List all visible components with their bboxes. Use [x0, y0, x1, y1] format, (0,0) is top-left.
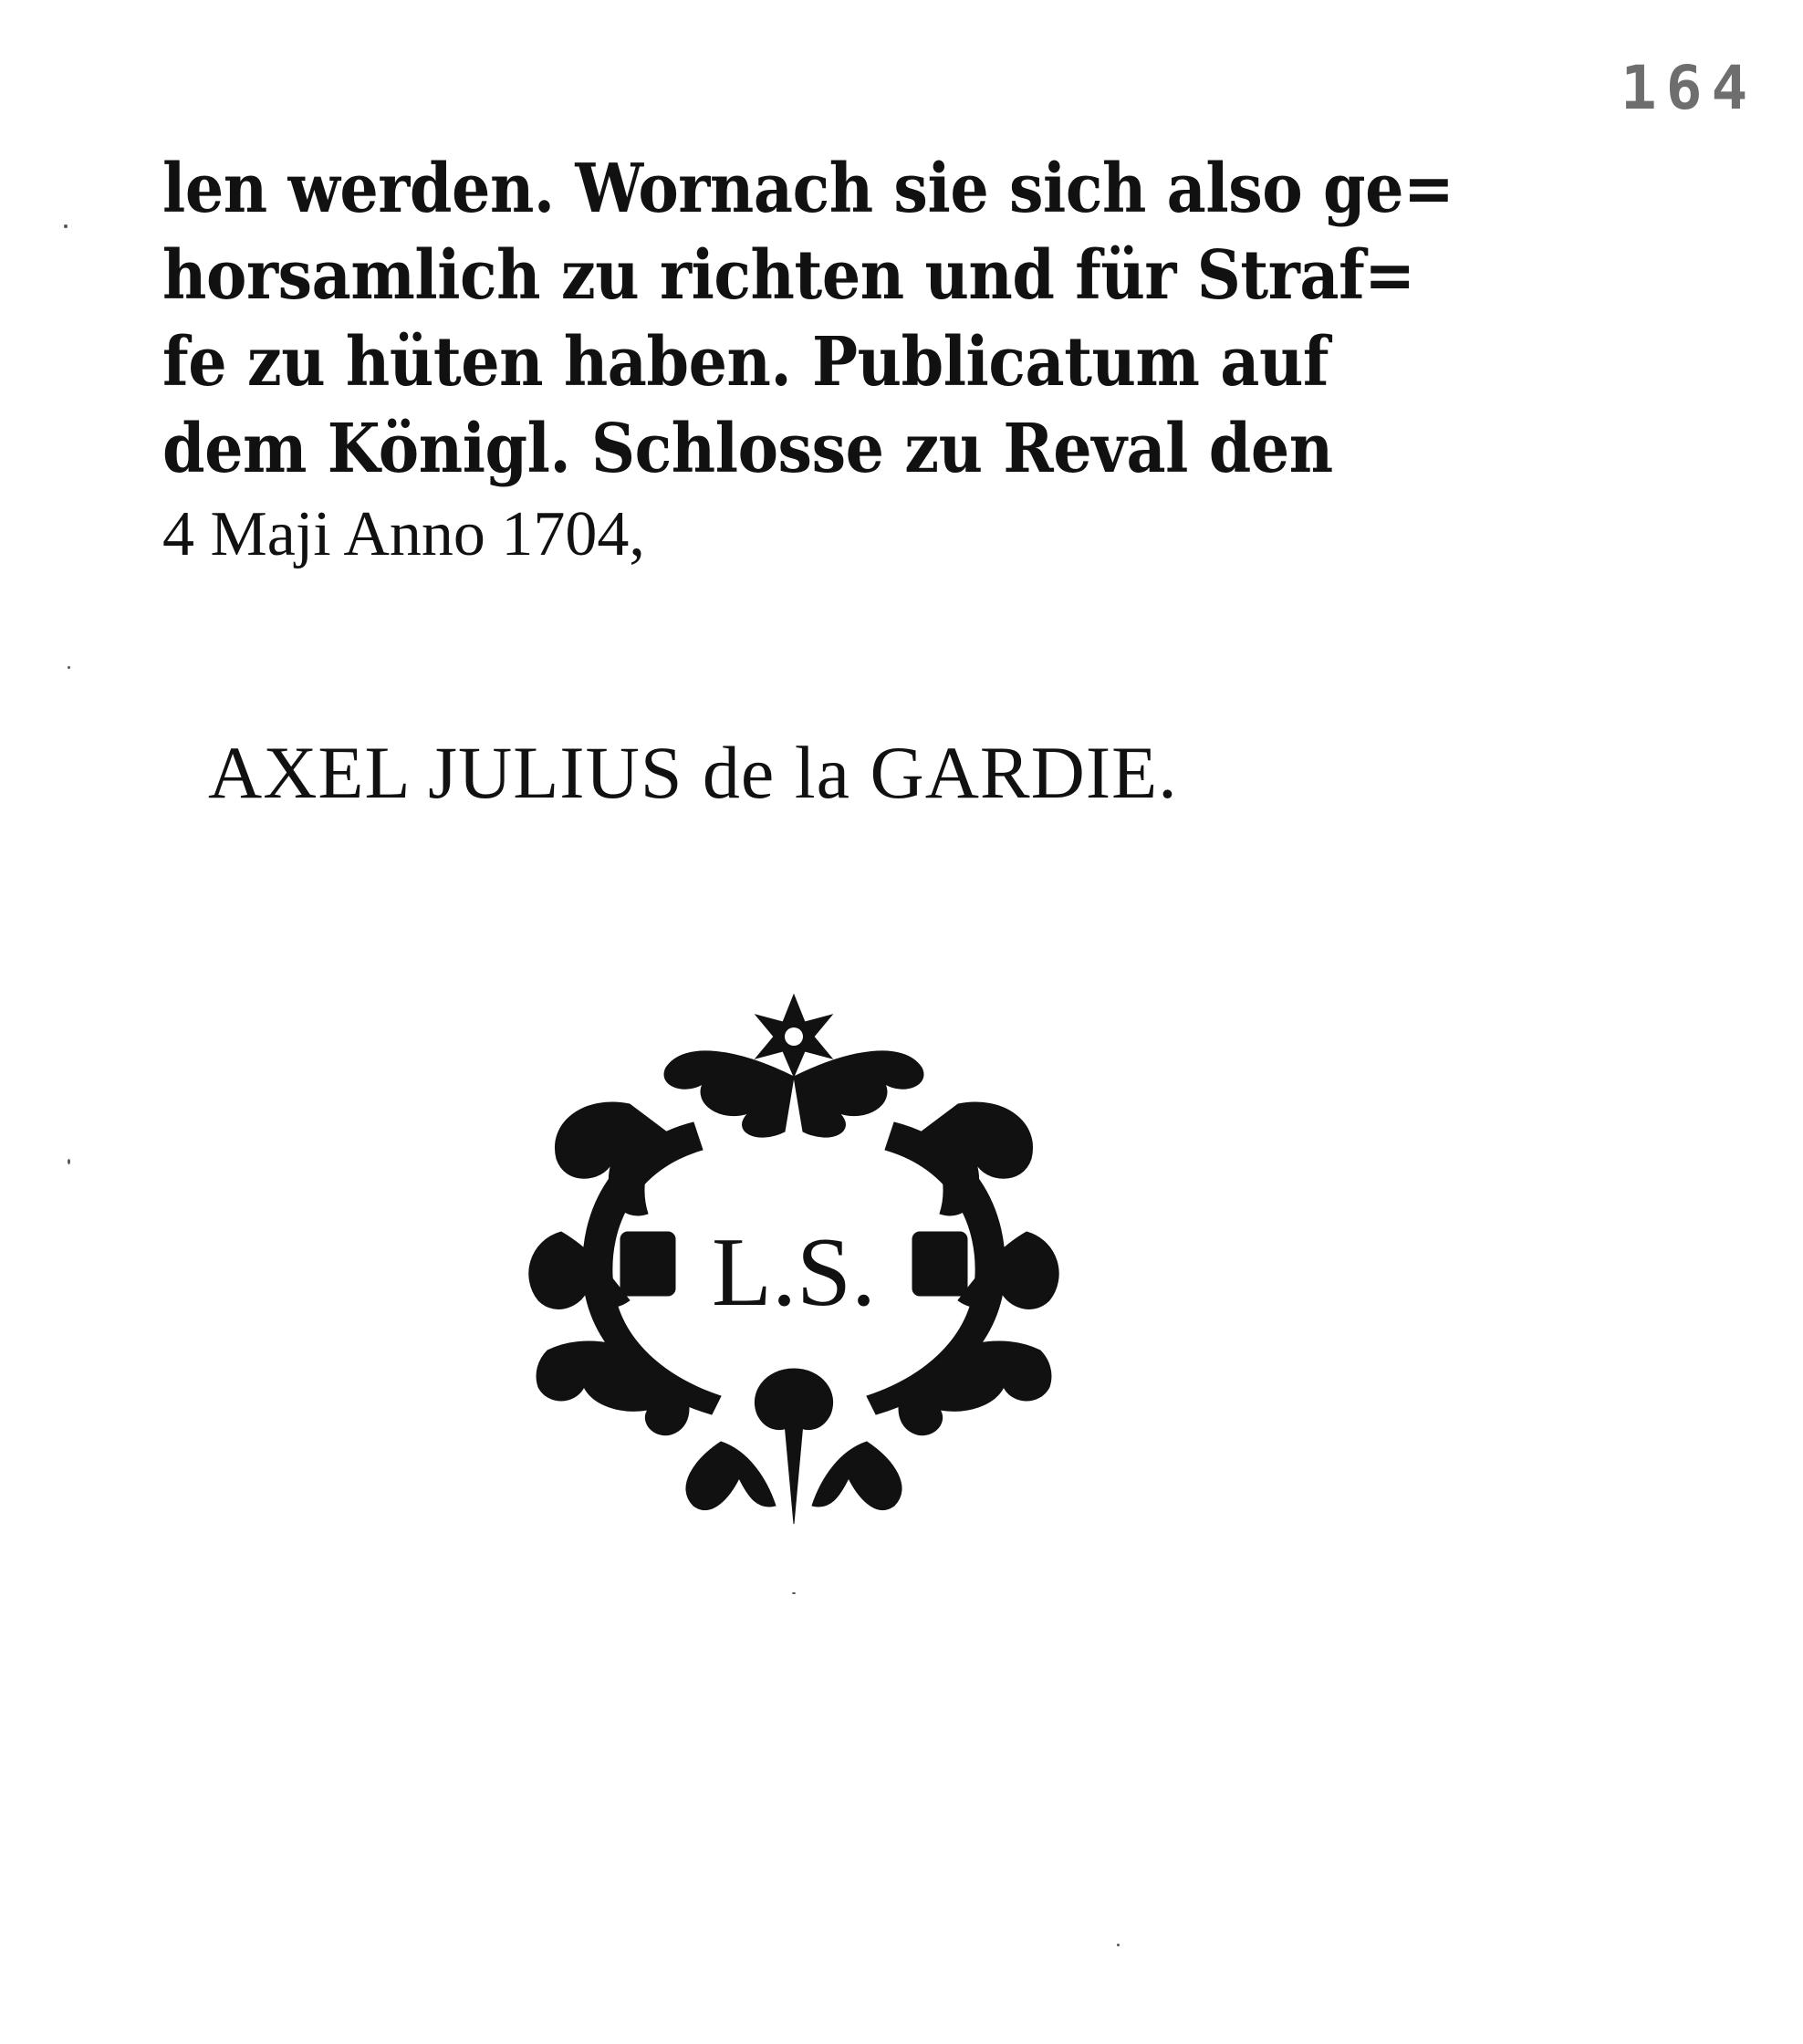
date-line: 4 Maji Anno 1704,: [162, 499, 645, 569]
text-line: horsamlich zu richten und für Straf=: [162, 236, 1415, 315]
scan-speck: [64, 224, 68, 228]
ornamental-wreath-seal-icon: [511, 986, 1077, 1533]
decree-body-text: [162, 146, 1495, 571]
scan-speck: [1117, 1944, 1120, 1946]
signature-name: AXEL JULIUS de la GARDIE.: [208, 731, 1178, 814]
seal-ornament: [511, 986, 1077, 1533]
page-number: 164: [1621, 53, 1757, 123]
scan-speck: [68, 666, 70, 669]
seal-label: L.S.: [711, 1218, 877, 1327]
scan-speck: [792, 1592, 796, 1594]
text-line: dem Königl. Schlosse zu Reval den: [162, 410, 1333, 488]
text-line: len werden. Wornach sie sich also ge=: [162, 150, 1454, 228]
scan-speck: [68, 1159, 70, 1164]
text-line: fe zu hüten haben. Publicatum auf: [162, 323, 1329, 402]
